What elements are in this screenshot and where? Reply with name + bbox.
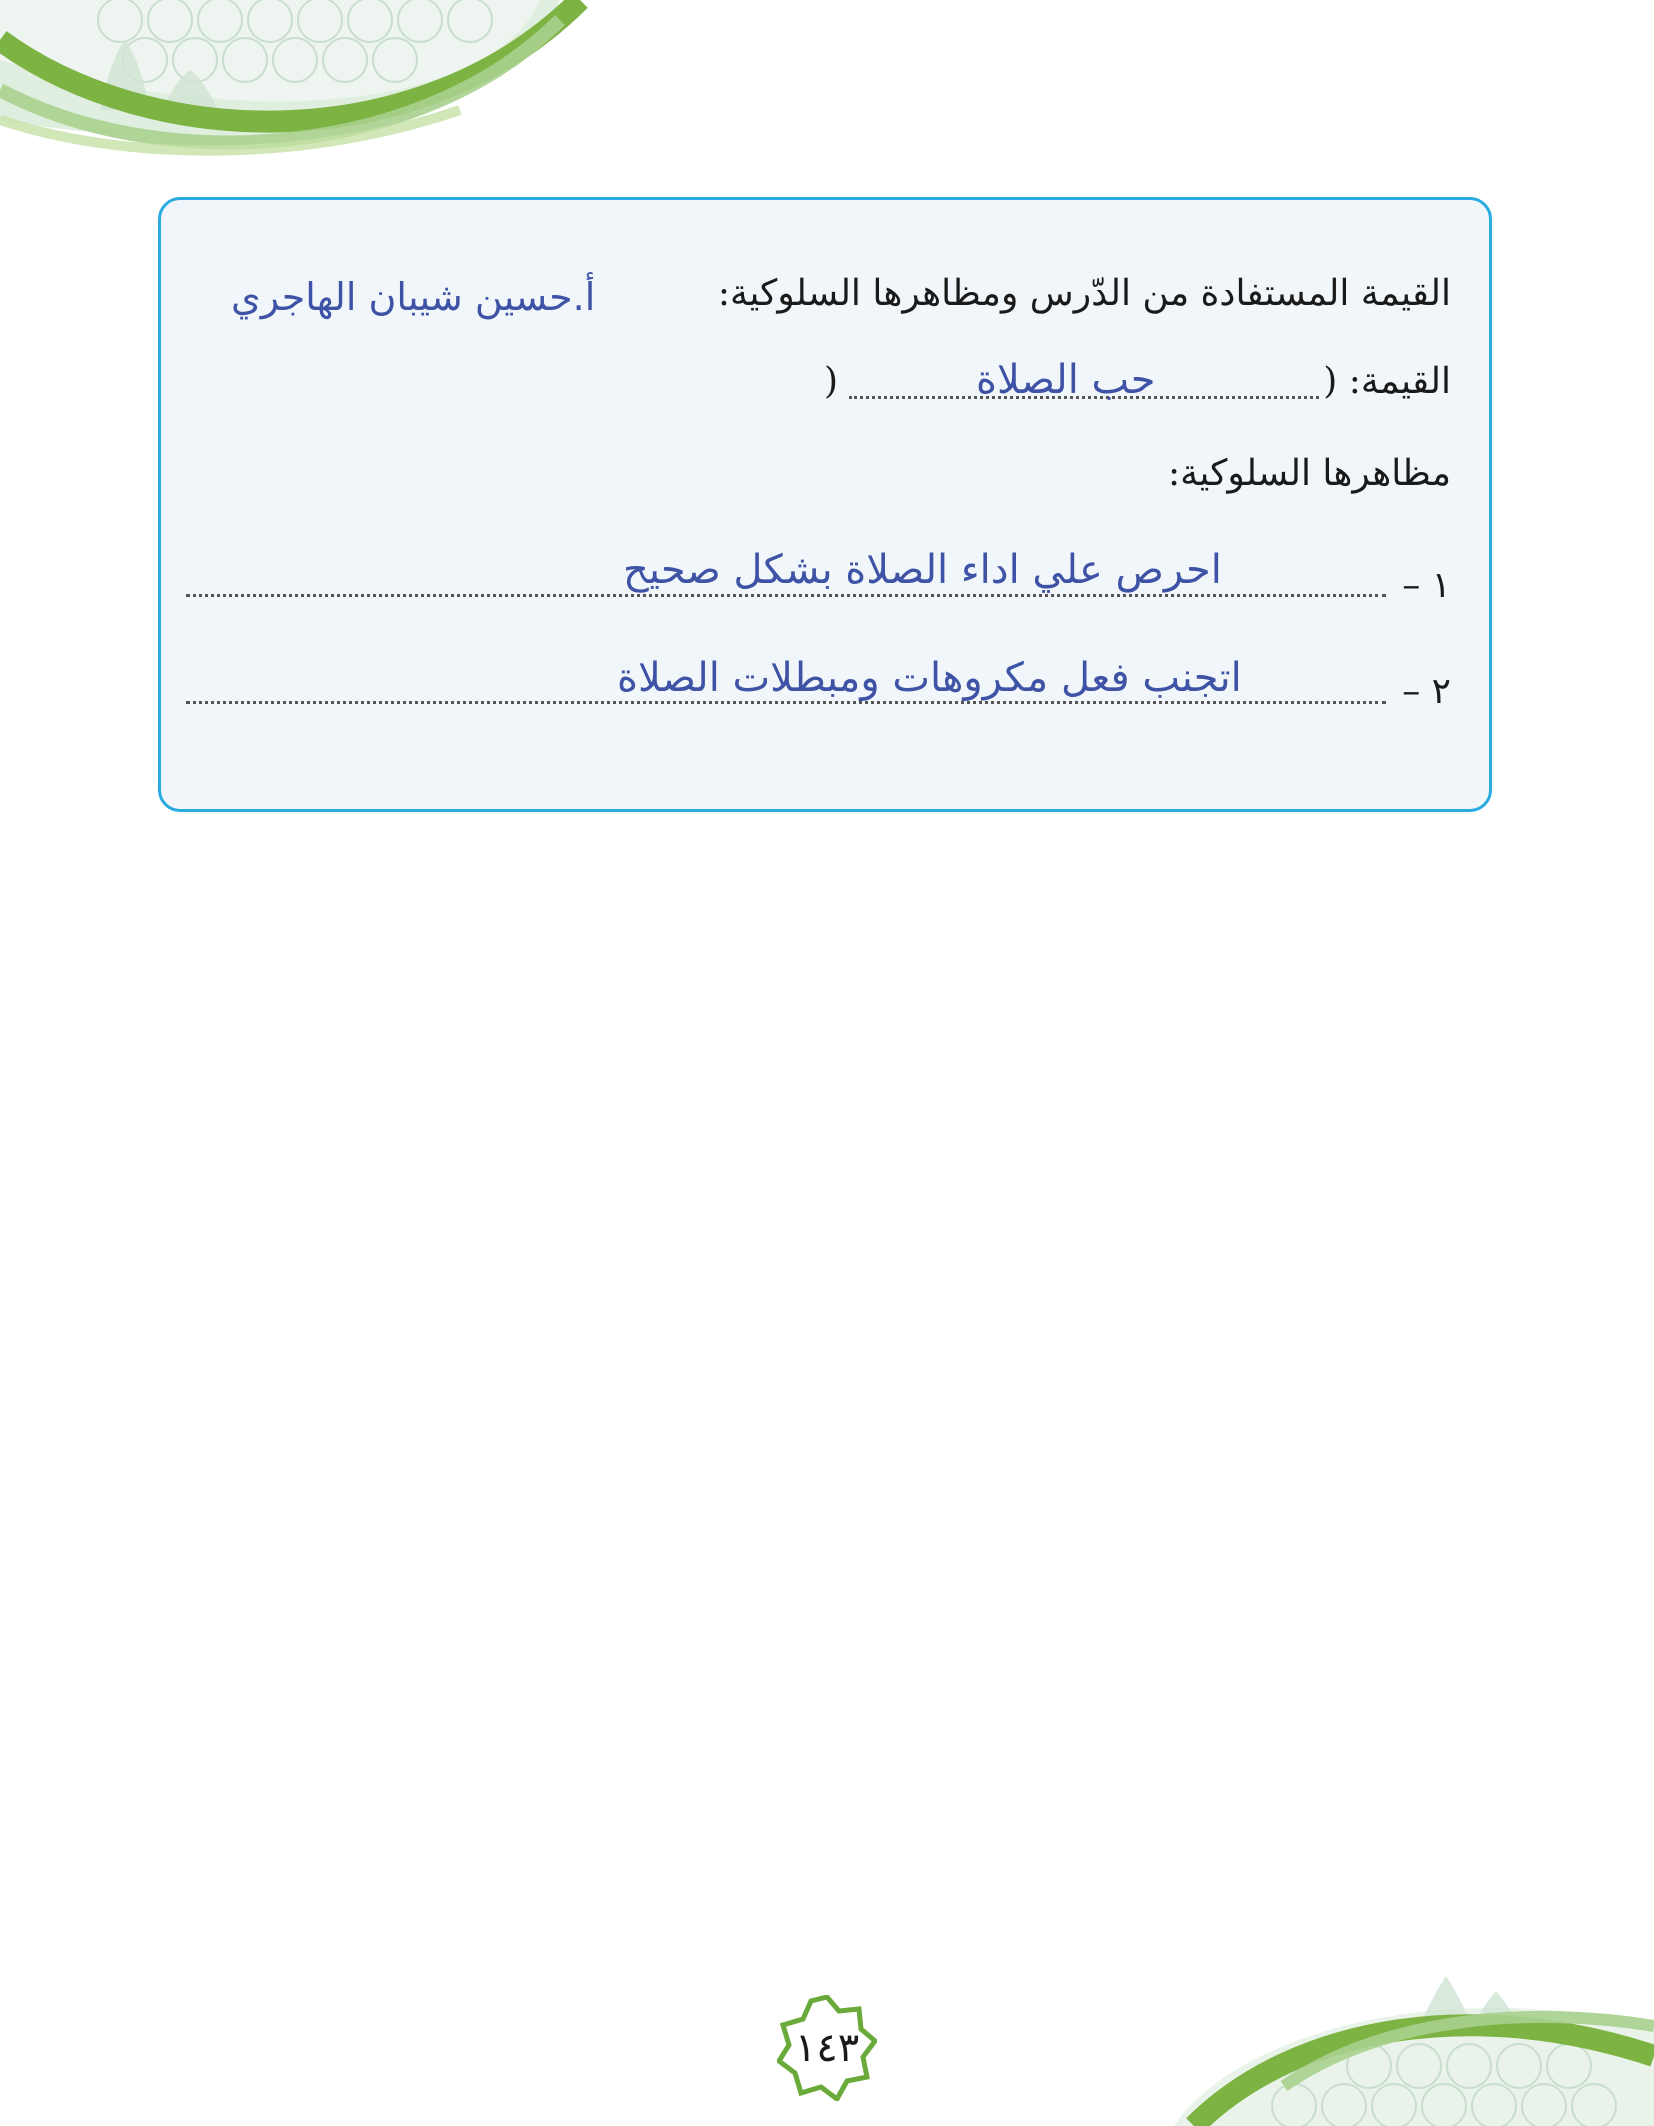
value-answer: حب الصلاة: [976, 357, 1156, 403]
bottom-corner-ornament: [1174, 1956, 1654, 2126]
top-corner-ornament: [0, 0, 600, 170]
behavior-dotted-line: [186, 594, 1386, 597]
behavior-answer: اتجنب فعل مكروهات ومبطلات الصلاة: [617, 655, 1242, 701]
behavior-marker: ١ –: [1402, 565, 1451, 606]
behavior-dotted-line: [186, 701, 1386, 704]
value-close-paren: ): [824, 361, 839, 402]
value-label: القيمة: (: [1323, 361, 1451, 402]
page-number: ١٤٣: [794, 2025, 860, 2071]
behavior-answer: احرص علي اداء الصلاة بشكل صحيح: [623, 547, 1222, 593]
behavior-marker: ٢ –: [1402, 671, 1451, 712]
behaviors-label: مظاهرها السلوكية:: [1167, 453, 1451, 494]
prompt-heading: القيمة المستفادة من الدّرس ومظاهرها السلوكية:: [717, 273, 1451, 314]
values-panel: [158, 197, 1492, 812]
page-number-badge: [777, 1995, 877, 2101]
teacher-name: أ.حسين شيبان الهاجري: [231, 275, 596, 319]
